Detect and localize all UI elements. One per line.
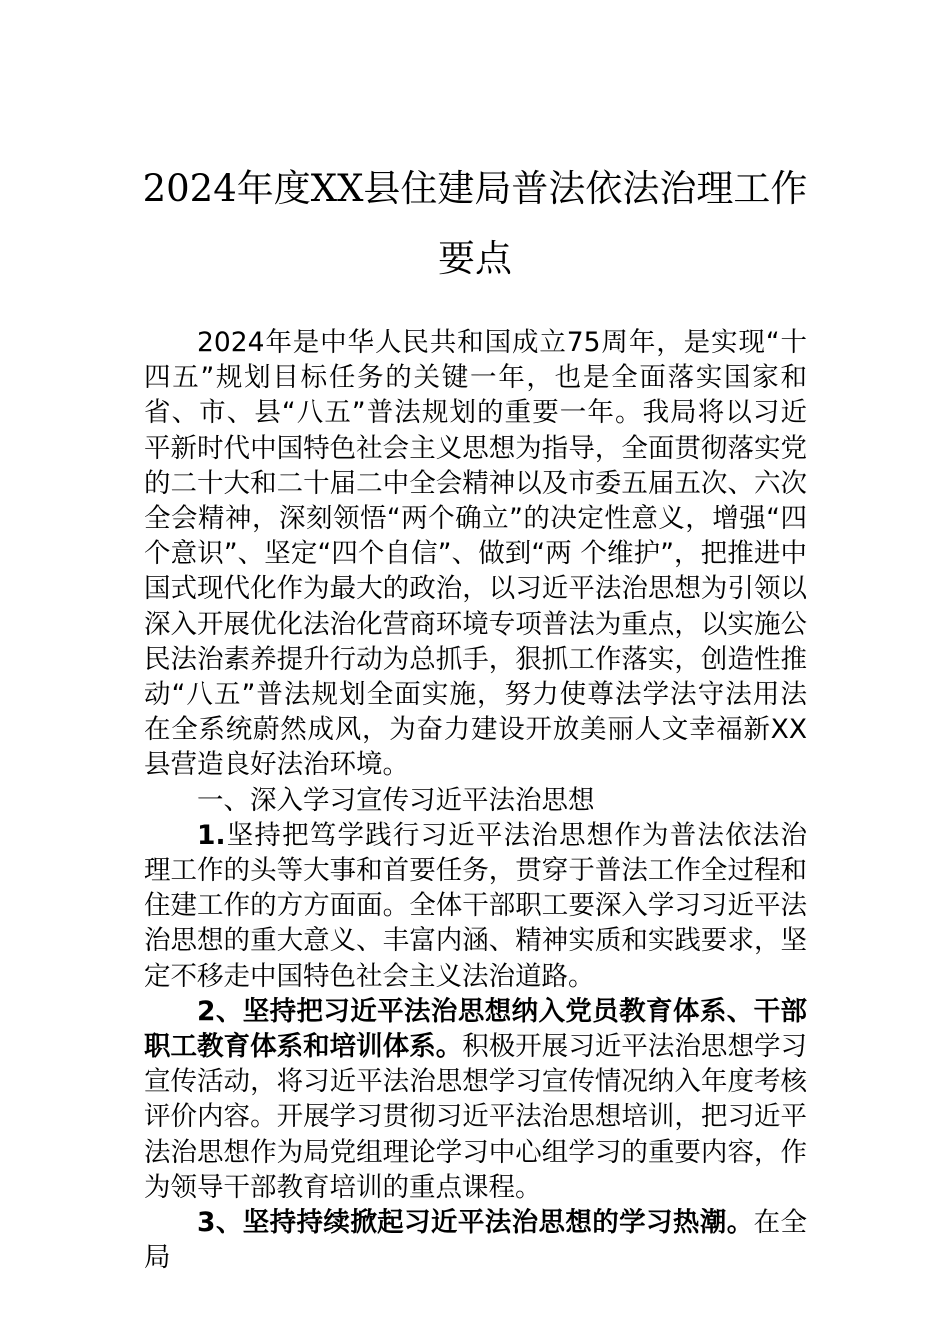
item-2-paragraph <box>144 994 807 1205</box>
document-body <box>144 325 807 1275</box>
section-1-heading: 一、深入学习宣传习近平法治思想 <box>197 784 595 816</box>
item-3-text: 在全局 <box>144 1207 807 1274</box>
title-line-1: 2024年度XX县住建局普法依法治理工作 <box>142 167 808 210</box>
item-2-text: 积极开展习近平法治思想学习宣传活动，将习近平法治思想学习宣传情况纳入年度考核评价内容。开展学习贯彻习近平法治思想培训，把习近平法治思想作为局党组理论学习中心组学习的重要内容，作为领导干部教育培训的重点课程。 <box>144 1031 807 1203</box>
title-line-2: 要点 <box>438 237 512 280</box>
intro-paragraph: 2024年是中华人民共和国成立75周年，是实现“十四五”规划目标任务的关键一年，也是全面落实国家和省、市、县“八五”普法规划的重要一年。我局将以习近平新时代中国特色社会主义思想为指导，全面贯彻落实党的二十大和二十届二中全会精神以及市委五届五次、六次全会精神，深刻领悟“两个确立”的决定性意义，增强“四个意识”、坚定“四个自信”、做到“两 个维护”，把推进中国式现代化作为最大的政治，以习近平法治思想为引领以深入开展优化法治化营商环境专项普法为重点，以实施公民法治素养提升行动为总抓手，狠抓工作落实，创造性推动“八五”普法规划全面实施，努力使尊法学法守法用法在全系统蔚然成风，为奋力建设开放美丽人文幸福新XX县营造良好法治环境。 <box>144 327 807 781</box>
item-1-text: 坚持把笃学践行习近平法治思想作为普法依法治理工作的头等大事和首要任务，贯穿于普法工作全过程和住建工作的方方面面。全体干部职工要深入学习习近平法治思想的重大意义、丰富内涵、精神实质和实践要求，坚定不移走中国特色社会主义法治道路。 <box>144 819 807 992</box>
item-1-paragraph <box>144 818 807 994</box>
item-1-number: 1. <box>197 819 226 851</box>
item-3-paragraph <box>144 1205 807 1275</box>
item-2-heading: 2、坚持把习近平法治思想纳入党员教育体系、干部职工教育体系和培训体系。 <box>144 995 807 1063</box>
document-title <box>118 154 832 294</box>
item-3-heading: 3、坚持持续掀起习近平法治思想的学习热潮。 <box>197 1207 754 1239</box>
